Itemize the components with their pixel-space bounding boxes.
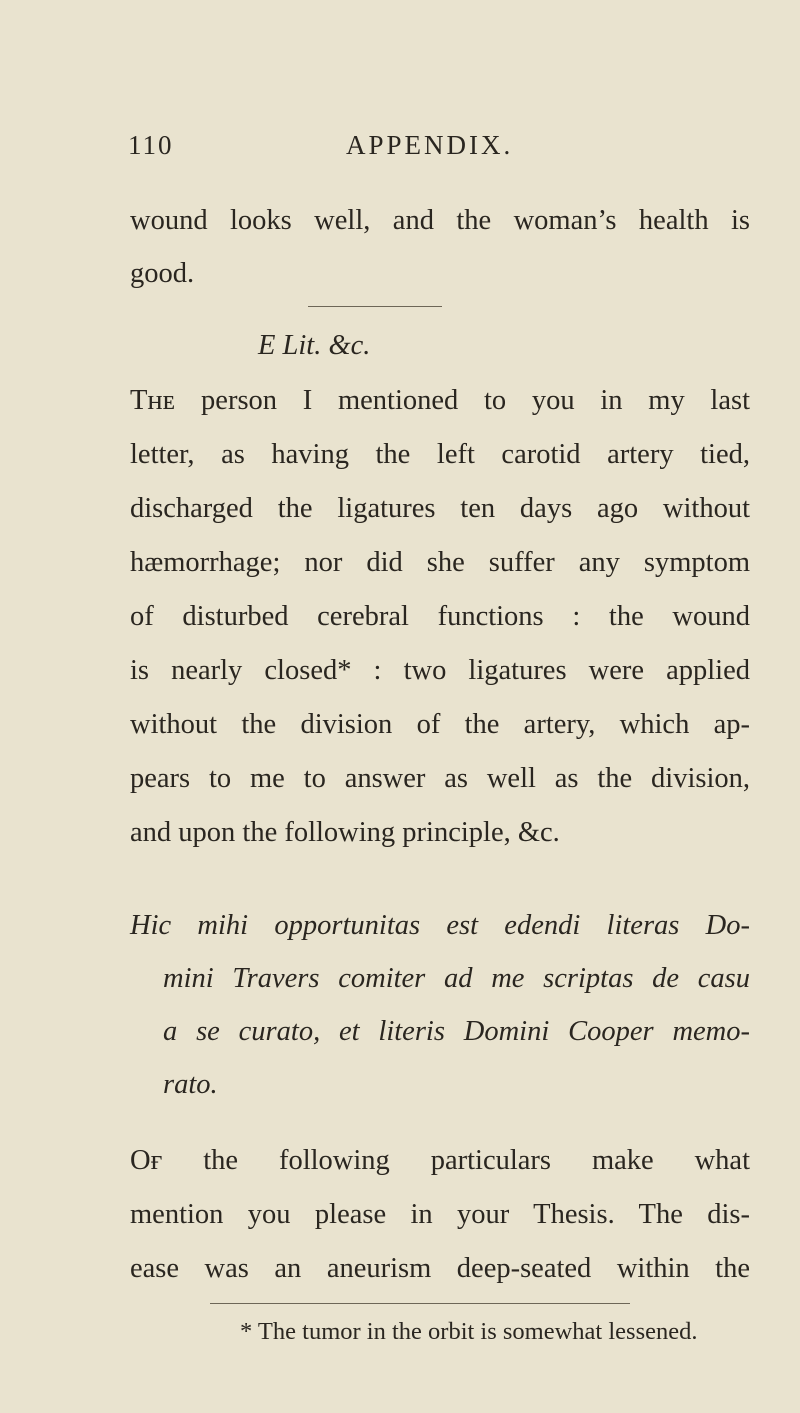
text-line: discharged the ligatures ten days ago without xyxy=(130,493,750,524)
text-line: wound looks well, and the woman’s health is xyxy=(130,205,750,236)
text-line: mini Travers comiter ad me scriptas de casu xyxy=(163,963,750,994)
text-line: Hic mihi opportunitas est edendi literas Do- xyxy=(130,910,750,941)
text-line: mention you please in your Thesis. The dis- xyxy=(130,1199,750,1230)
text-line: ease was an aneurism deep-seated within the xyxy=(130,1253,750,1284)
running-header xyxy=(128,130,740,170)
running-title: APPENDIX. xyxy=(346,130,514,160)
text-line: pears to me to answer as well as the division, xyxy=(130,763,750,794)
text-line: of disturbed cerebral functions : the wound xyxy=(130,601,750,632)
page-number: 110 xyxy=(128,130,174,160)
text-line: Tʜᴇ person I mentioned to you in my last xyxy=(130,385,750,416)
footnote: * The tumor in the orbit is somewhat lessened. xyxy=(240,1318,698,1345)
text-line: a se curato, et literis Domini Cooper memo- xyxy=(163,1016,750,1047)
text-line: hæmorrhage; nor did she suffer any symptom xyxy=(130,547,750,578)
text-line: rato. xyxy=(163,1069,218,1100)
text-line: letter, as having the left carotid artery tied, xyxy=(130,439,750,470)
text-line: good. xyxy=(130,258,195,289)
text-line: is nearly closed* : two ligatures were applied xyxy=(130,655,750,686)
text-line: and upon the following principle, &c. xyxy=(130,817,560,848)
section-divider xyxy=(308,306,442,307)
letter-heading: E Lit. &c. xyxy=(258,330,371,361)
text-line: without the division of the artery, which ap- xyxy=(130,709,750,740)
footnote-divider xyxy=(210,1303,630,1304)
text-line: Oғ the following particulars make what xyxy=(130,1145,750,1176)
